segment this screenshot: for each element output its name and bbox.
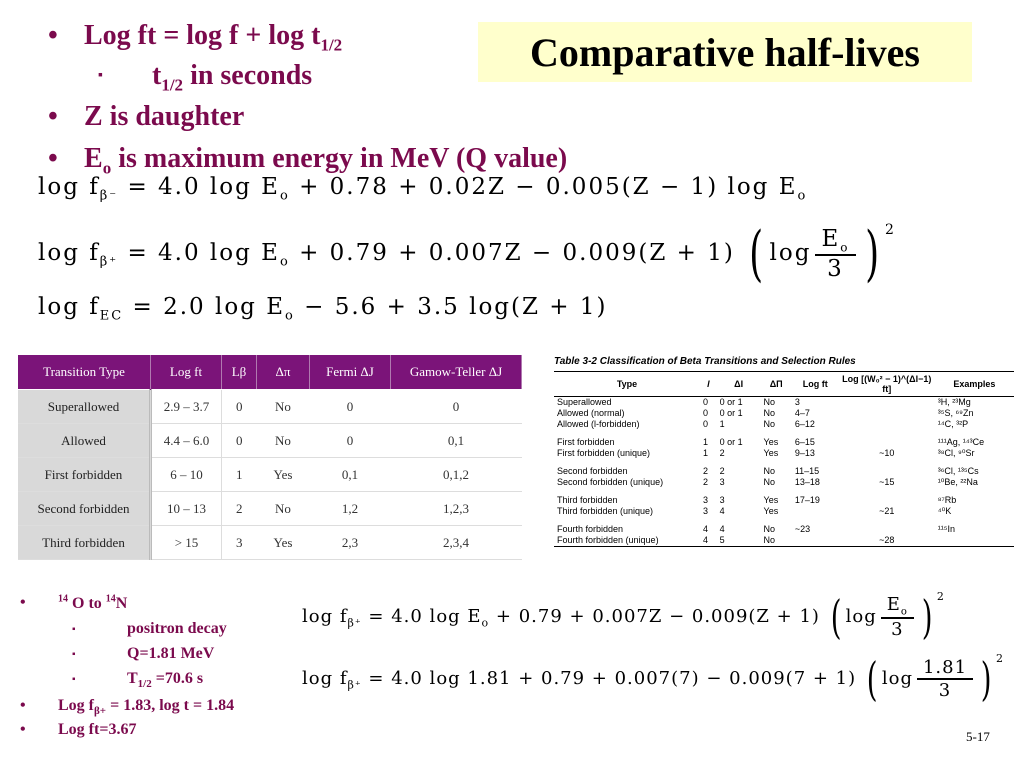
transition-cell: 0: [310, 390, 391, 424]
classification-cell: ~10: [879, 448, 895, 458]
classification-cell: [792, 506, 839, 517]
classification-row: [554, 506, 1014, 517]
transition-table: [18, 355, 522, 560]
example-sub-t-half: ▪ $T_{1/2} =70.6$ s: [72, 670, 204, 691]
col-fermi: Fermi ΔJ: [310, 355, 391, 390]
classification-cell: [839, 397, 935, 409]
transition-cell: 10 – 13: [151, 492, 222, 526]
example-sub-positron: ▪ positron decay: [72, 620, 227, 637]
classification-cell: Second forbidden: [557, 466, 628, 476]
classification-cell: ³H, ²³Mg: [937, 397, 971, 407]
t2-col-delta-pi: ΔΠ: [761, 372, 792, 397]
classification-cell: First forbidden (unique): [557, 448, 651, 458]
transition-cell: Third forbidden: [18, 526, 151, 560]
transition-cell: Second forbidden: [18, 492, 151, 526]
classification-row: [554, 448, 1014, 459]
example-bullet-log-f: • Log $f_{\beta+} = 1.83$, log t = 1.84: [20, 697, 235, 718]
classification-cell: Second forbidden (unique): [557, 477, 664, 487]
transition-cell: 0: [310, 424, 391, 458]
classification-cell: 0 or 1: [719, 408, 743, 418]
classification-cell: ¹¹⁵In: [937, 524, 955, 534]
t2-col-log-reduced: Log [(W₀² − 1)^(Δl−1) ft]: [839, 372, 935, 397]
classification-cell: 3: [703, 495, 709, 505]
classification-row: [554, 419, 1014, 430]
transition-cell: 0,1,2: [391, 458, 522, 492]
transition-table-grid: [18, 355, 522, 560]
transition-row: [18, 424, 522, 458]
classification-cell: 9–13: [794, 448, 815, 458]
classification-cell: 0 or 1: [719, 397, 743, 407]
classification-cell: [839, 408, 935, 419]
classification-cell: 13–18: [794, 477, 820, 487]
classification-cell: 0 or 1: [719, 437, 743, 447]
classification-cell: [839, 459, 935, 477]
classification-cell: ~21: [879, 506, 895, 516]
equation-beta-minus: $\log f_{\beta^-} = 4.0$ $\log E_o + 0.78 + 0.02Z - 0.005(Z - 1)$ $\log E_o$: [38, 174, 808, 204]
example-bullet-o-to-n: • $^{14}$ O to $^{14}$N: [20, 594, 128, 613]
classification-row: [554, 535, 1014, 547]
classification-cell: [839, 430, 935, 448]
col-log-ft: Log ft: [151, 355, 222, 390]
classification-cell: Yes: [763, 448, 779, 458]
classification-cell: 4: [700, 535, 717, 547]
col-delta-pi: Δπ: [257, 355, 310, 390]
classification-cell: Fourth forbidden: [557, 524, 624, 534]
transition-cell: 1,2,3: [391, 492, 522, 526]
example-equation-numeric: $\log f_{\beta^+} = 4.0$ log 1.81 + 0.79 + 0.007(7) − 0.009(7 + 1) ( log $\frac{1.81}{3}$ ) $^2$: [302, 651, 1005, 706]
classification-cell: ¹¹¹Ag, ¹⁴³Ce: [937, 437, 985, 447]
classification-cell: [839, 517, 935, 535]
transition-row: [18, 526, 522, 560]
classification-cell: No: [763, 477, 776, 487]
col-l-beta: Lβ: [222, 355, 257, 390]
transition-cell: 0: [222, 390, 257, 424]
classification-cell: [792, 535, 839, 547]
classification-cell: Third forbidden: [557, 495, 618, 505]
classification-cell: 1: [703, 437, 709, 447]
classification-cell: ⁸⁷Rb: [937, 495, 957, 505]
classification-cell: [839, 419, 935, 430]
transition-row: [18, 492, 522, 526]
classification-cell: 3: [794, 397, 800, 407]
classification-cell: No: [763, 524, 776, 534]
transition-cell: 0: [391, 390, 522, 424]
classification-cell: [935, 535, 1014, 547]
classification-caption: Table 3-2 Classification of Beta Transitions and Selection Rules: [554, 356, 856, 367]
equation-beta-plus: $\log f_{\beta^+} = 4.0$ $\log E_o + 0.79 + 0.007Z - 0.009(Z + 1)$ ( log $\frac{E_o}{3}$ ) $^2$: [38, 219, 896, 289]
classification-cell: ¹⁰Be, ²²Na: [937, 477, 978, 487]
classification-cell: ¹⁴C, ³²P: [937, 419, 969, 429]
transition-cell: 0: [222, 424, 257, 458]
col-transition-type: Transition Type: [18, 355, 151, 390]
classification-cell: 2: [719, 448, 725, 458]
transition-cell: 0,1: [391, 424, 522, 458]
transition-cell: 3: [222, 526, 257, 560]
classification-cell: No: [763, 419, 776, 429]
t2-col-type: Type: [554, 372, 700, 397]
classification-cell: ³⁸Cl, ⁹⁰Sr: [937, 448, 975, 458]
classification-row: [554, 397, 1014, 409]
classification-row: [554, 477, 1014, 488]
classification-cell: 4: [719, 506, 725, 516]
classification-cell: First forbidden: [557, 437, 615, 447]
classification-cell: 6–15: [794, 437, 815, 447]
classification-cell: 3: [703, 506, 709, 516]
transition-cell: Yes: [257, 458, 310, 492]
classification-cell: 0: [703, 408, 709, 418]
example-sub-q: ▪ Q=1.81 MeV: [72, 645, 215, 662]
transition-cell: No: [257, 390, 310, 424]
classification-cell: No: [763, 466, 776, 476]
classification-cell: 6–12: [794, 419, 815, 429]
classification-cell: Fourth forbidden (unique): [554, 535, 700, 547]
transition-row: [18, 390, 522, 424]
transition-cell: > 15: [151, 526, 222, 560]
classification-table: [554, 356, 1014, 547]
bullet-eo: • $E_o$ is maximum energy in MeV (Q value): [48, 143, 568, 178]
slide-title: Comparative half-lives: [530, 29, 920, 75]
t2-col-l: l: [700, 372, 717, 397]
classification-cell: ~15: [879, 477, 895, 487]
transition-cell: 2.9 – 3.7: [151, 390, 222, 424]
classification-cell: Yes: [763, 437, 779, 447]
classification-cell: 0: [703, 397, 709, 407]
classification-cell: Yes: [763, 506, 779, 516]
title-box: [478, 22, 972, 82]
transition-cell: 1: [222, 458, 257, 492]
classification-cell: Third forbidden (unique): [557, 506, 654, 516]
classification-cell: 4: [719, 524, 725, 534]
transition-cell: Allowed: [18, 424, 151, 458]
classification-cell: 3: [719, 495, 725, 505]
classification-cell: ³⁶Cl, ¹³⁵Cs: [937, 466, 979, 476]
classification-cell: 5: [717, 535, 761, 547]
transition-cell: 6 – 10: [151, 458, 222, 492]
classification-cell: 1: [719, 419, 725, 429]
classification-cell: ³⁵S, ⁶⁹Zn: [937, 408, 974, 418]
transition-cell: Superallowed: [18, 390, 151, 424]
classification-cell: Allowed (normal): [557, 408, 625, 418]
transition-row: [18, 458, 522, 492]
classification-cell: ⁴⁰K: [937, 506, 952, 516]
bullet-t-seconds: ▪ $t_{1/2}$ in seconds: [98, 60, 313, 95]
classification-cell: No: [763, 397, 776, 407]
t2-col-examples: Examples: [935, 372, 1014, 397]
t2-col-logft: Log ft: [792, 372, 839, 397]
example-bullet-log-ft: • Log ft=3.67: [20, 721, 137, 738]
classification-row: [554, 459, 1014, 477]
transition-cell: 2: [222, 492, 257, 526]
transition-cell: 1,2: [310, 492, 391, 526]
col-gamow-teller: Gamow-Teller ΔJ: [391, 355, 522, 390]
classification-cell: 2: [703, 477, 709, 487]
classification-cell: Allowed (l-forbidden): [557, 419, 640, 429]
classification-cell: No: [763, 408, 776, 418]
transition-cell: First forbidden: [18, 458, 151, 492]
t2-col-delta-i: ΔI: [717, 372, 761, 397]
transition-cell: 4.4 – 6.0: [151, 424, 222, 458]
equation-ec: $\log f_{EC} = 2.0$ $\log E_o - 5.6 + 3.5$ log(Z + 1): [38, 294, 608, 324]
classification-cell: 17–19: [794, 495, 820, 505]
classification-grid: [554, 371, 1014, 547]
classification-row: [554, 408, 1014, 419]
classification-cell: No: [761, 535, 792, 547]
classification-cell: 11–15: [794, 466, 820, 476]
classification-cell: [839, 488, 935, 506]
classification-cell: 3: [719, 477, 725, 487]
transition-cell: 2,3: [310, 526, 391, 560]
classification-cell: 4: [703, 524, 709, 534]
transition-cell: No: [257, 424, 310, 458]
classification-cell: 0: [703, 419, 709, 429]
classification-cell: ~28: [839, 535, 935, 547]
example-equation-general: $\log f_{\beta^+} = 4.0$ $\log E_o + 0.79 + 0.007Z - 0.009(Z + 1)$ ( log $\frac{E_o}{3}$ ) $^2$: [302, 589, 945, 644]
classification-cell: Superallowed: [557, 397, 612, 407]
classification-row: [554, 430, 1014, 448]
transition-cell: Yes: [257, 526, 310, 560]
classification-cell: 4–7: [794, 408, 810, 418]
classification-cell: 2: [719, 466, 725, 476]
bullet-logft: • Log ft = $\log f + \log t_{1/2}$: [48, 20, 343, 55]
classification-cell: 1: [703, 448, 709, 458]
transition-cell: 2,3,4: [391, 526, 522, 560]
classification-cell: Yes: [763, 495, 779, 505]
classification-row: [554, 517, 1014, 535]
transition-cell: No: [257, 492, 310, 526]
classification-row: [554, 488, 1014, 506]
transition-cell: 0,1: [310, 458, 391, 492]
classification-cell: 2: [703, 466, 709, 476]
bullet-z-daughter: • Z is daughter: [48, 101, 245, 132]
classification-cell: ~23: [794, 524, 811, 534]
page-number: 5-17: [966, 729, 990, 744]
